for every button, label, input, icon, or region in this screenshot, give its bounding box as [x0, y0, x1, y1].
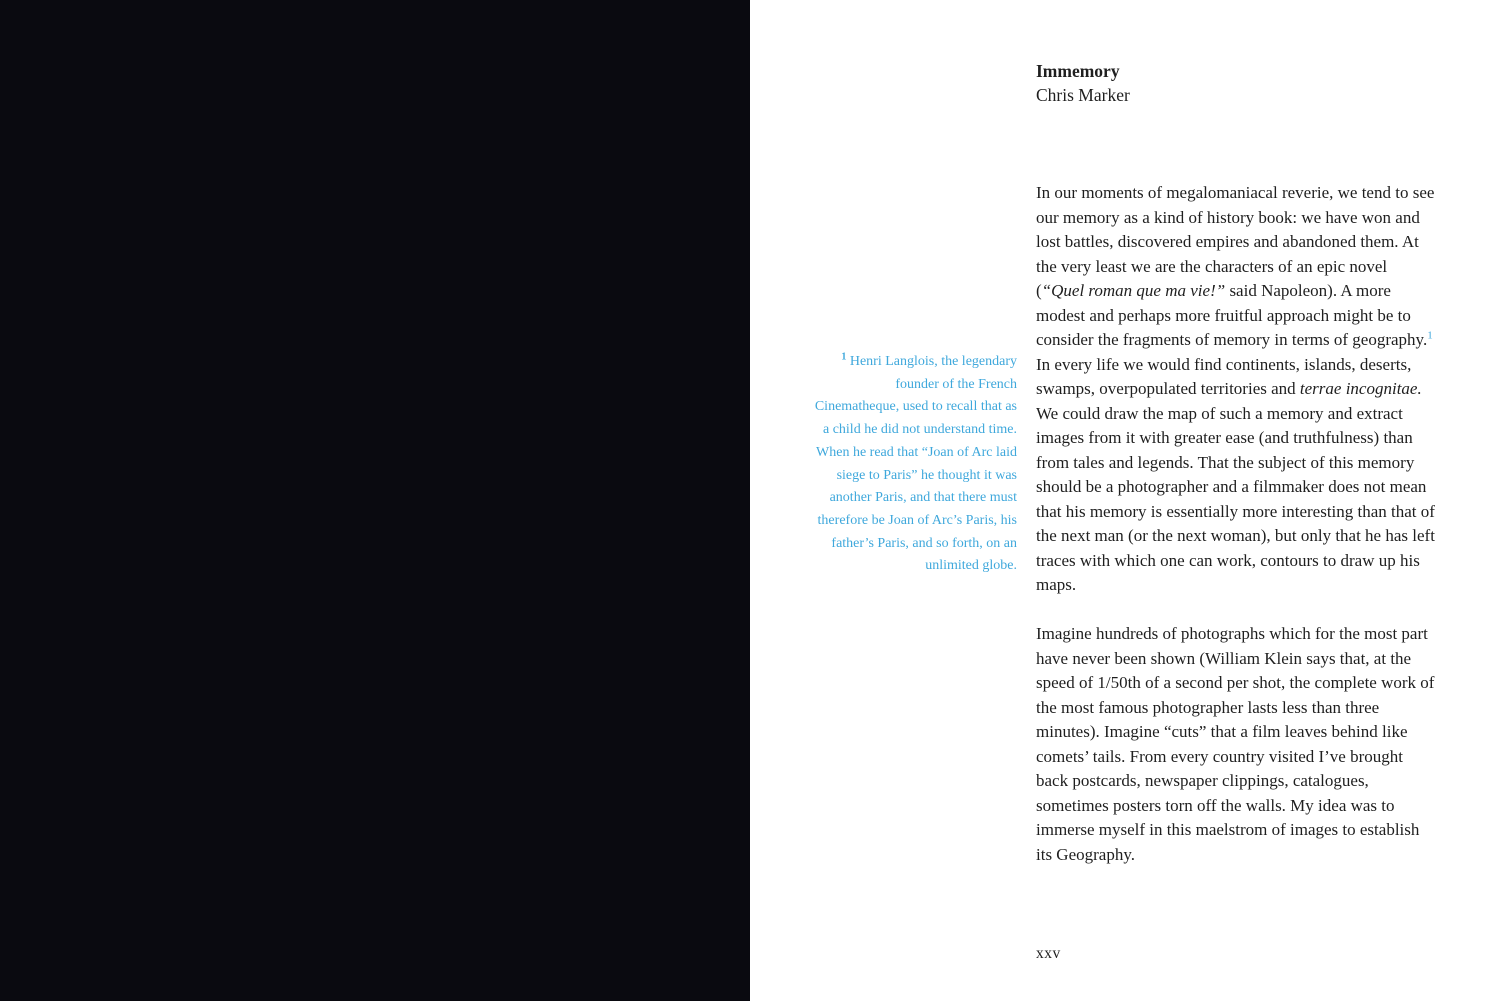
right-page	[750, 0, 1500, 1001]
essay-author: Chris Marker	[1036, 85, 1130, 105]
page-number: xxv	[1036, 945, 1061, 962]
margin-footnote	[814, 351, 1017, 578]
essay-title: Immemory	[1036, 61, 1120, 81]
footnote-text: Henri Langlois, the legendary founder of the French Cinematheque, used to recall that as a child he did not understand time. When he read that “Joan of Arc laid siege to Paris” he thought it was another Paris, and that there must therefore be Joan of Arc’s Paris, his father’s Paris, and so forth, on an unlimited globe.	[814, 354, 1017, 574]
paragraph-1-segment: We could draw the map of such a memory and extract images from it with greater ease (and truthfulness) than from tales and legends. That the subject of this memory should be a photographer and a filmmaker does not mean that his memory is essentially more interesting than that of the next man (or the next woman), but only that he has left traces with which one can work, contours to draw up his maps.	[1036, 403, 1435, 594]
footnote-marker: 1	[841, 351, 847, 363]
paragraph-2: Imagine hundreds of photographs which for the most part have never been shown (William Klein says that, at the speed of 1/50th of a second per shot, the complete work of the most famous photographer lasts less than three minutes). Imagine “cuts” that a film leaves behind like comets’ tails. From every country visited I’ve brought back postcards, newspaper clippings, catalogues, sometimes posters torn off the walls. My idea was to immerse myself in this maelstrom of images to establish its Geography.	[1036, 624, 1435, 864]
footnote-reference: 1	[1427, 329, 1433, 342]
paragraph-1-italic-quote: “Quel roman que ma vie!”	[1041, 281, 1226, 300]
paragraph-1	[1036, 181, 1439, 598]
paragraph-1-segment: In every life we would find continents, islands, deserts, swamps, overpopulated territories and	[1036, 354, 1412, 398]
paragraph-1-segment: said Napoleon). A more modest and perhaps more fruitful approach might be to consider the fragments of memory in terms of geography.	[1036, 281, 1428, 349]
paragraph-1-segment: In our moments of megalomaniacal reverie, we tend to see our memory as a kind of history book: we have won and lost battles, discovered empires and abandoned them. At the very least we are the characters of an epic novel (	[1036, 183, 1435, 300]
essay-body	[1036, 181, 1439, 867]
essay-header	[1036, 59, 1130, 107]
paragraph-1-italic-latin: terrae incognitae.	[1299, 379, 1422, 398]
